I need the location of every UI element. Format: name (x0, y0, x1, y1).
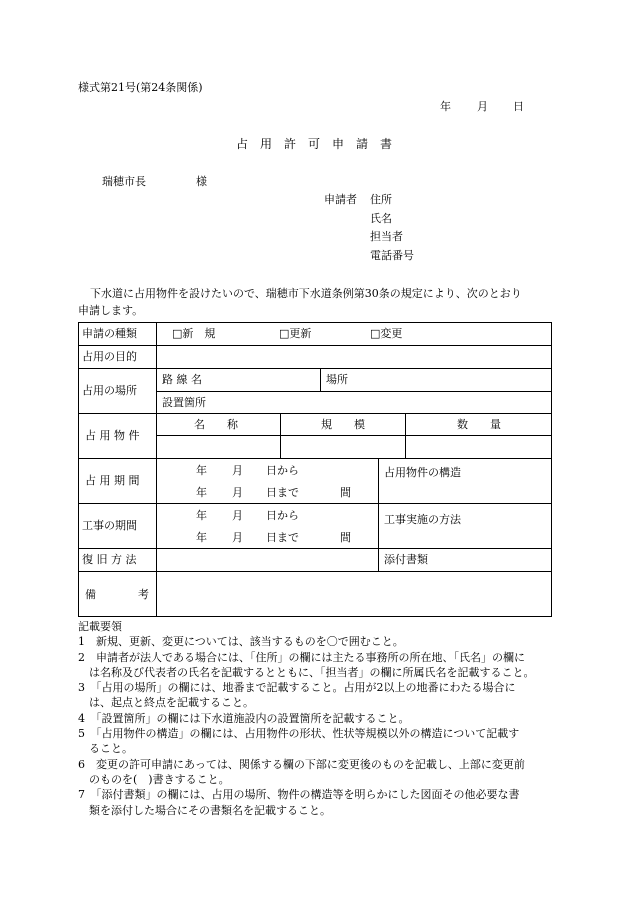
occupancy-duration: 間 (340, 486, 351, 499)
construction-period-label: 工事の期間 (82, 519, 137, 532)
date-month-label: 月 (477, 100, 488, 113)
date-day-label: 日 (513, 100, 524, 113)
occupancy-until-day: 日まで (266, 486, 299, 499)
instruction-line: 2 申請者が法人である場合には、「住所」の欄には主たる事務所の所在地、「氏名」の欄に (78, 650, 525, 664)
construction-until-day: 日まで (266, 531, 299, 544)
checkbox-change[interactable]: □変更 (370, 327, 403, 340)
instruction-line: 1 新規、更新、変更については、該当するものを〇で囲むこと。 (78, 635, 404, 649)
instruction-line: 4 「設置箇所」の欄には下水道施設内の設置箇所を記載すること。 (78, 711, 410, 725)
instruction-line: のものを( )書きすること。 (78, 772, 230, 786)
construction-duration: 間 (340, 531, 351, 544)
objects-col-scale: 規 模 (321, 418, 365, 431)
construction-method-label: 工事実施の方法 (384, 513, 461, 526)
construction-from-day: 日から (266, 509, 299, 522)
instruction-line: 類を添付した場合にその書類名を記載すること。 (78, 803, 331, 817)
applicant-address-label: 住所 (370, 193, 392, 206)
instruction-line: 6 変更の許可申請にあっては、関係する欄の下部に変更後のものを記載し、上部に変更前 (78, 757, 525, 771)
form-number: 様式第21号(第24条関係) (78, 81, 203, 94)
addressee-honorific: 様 (196, 175, 207, 188)
location-label: 場所 (326, 373, 348, 386)
objects-label: 占 用 物 件 (85, 429, 140, 442)
construction-until-month: 月 (232, 531, 243, 544)
install-site-label: 設置箇所 (162, 396, 206, 409)
instruction-line: は、起点と終点を記載すること。 (78, 696, 254, 710)
addressee: 瑞穂市長 (102, 175, 146, 188)
instruction-line: ること。 (78, 742, 133, 756)
applicant-phone-label: 電話番号 (370, 249, 414, 262)
instruction-line: 7 「添付書類」の欄には、占用の場所、物件の構造等を明らかにした図面その他必要な書 (78, 788, 520, 802)
checkbox-new[interactable]: □新 規 (172, 327, 216, 340)
application-type-label: 申請の種類 (82, 327, 137, 340)
intro-text-line1: 下水道に占用物件を設けたいので、瑞穂市下水道条例第30条の規定により、次のとおり (90, 287, 522, 300)
remarks-label-a: 備 (85, 588, 96, 601)
instruction-line: 5 「占用物件の構造」の欄には、占用物件の形状、性状等規模以外の構造について記載す (78, 727, 520, 741)
occupancy-from-day: 日から (266, 464, 299, 477)
occupancy-until-year: 年 (196, 486, 207, 499)
applicant-name-label: 氏名 (370, 212, 392, 225)
objects-col-quantity: 数 量 (457, 418, 501, 431)
occupancy-until-month: 月 (232, 486, 243, 499)
occupancy-from-month: 月 (232, 464, 243, 477)
place-label: 占用の場所 (82, 384, 137, 397)
purpose-label: 占用の目的 (82, 350, 137, 363)
document-title: 占 用 許 可 申 請 書 (236, 137, 393, 151)
remarks-label-b: 考 (138, 588, 149, 601)
route-name-label: 路 線 名 (162, 373, 202, 386)
applicant-label: 申請者 (324, 193, 357, 206)
date-year-label: 年 (440, 100, 451, 113)
construction-until-year: 年 (196, 531, 207, 544)
checkbox-renewal[interactable]: □更新 (279, 327, 312, 340)
object-structure-label: 占用物件の構造 (384, 466, 461, 479)
instructions-section (78, 619, 558, 818)
construction-from-month: 月 (232, 509, 243, 522)
applicant-contact-label: 担当者 (370, 230, 403, 243)
occupancy-period-label: 占 用 期 間 (85, 474, 140, 487)
construction-from-year: 年 (196, 509, 207, 522)
intro-text-line2: 申請します。 (78, 304, 144, 317)
instruction-line: 3 「占用の場所」の欄には、地番まで記載すること。占用が2以上の地番にわたる場合に (78, 681, 516, 695)
instructions-heading: 記載要領 (78, 620, 122, 633)
instruction-line: は名称及び代表者の氏名を記載するとともに、「担当者」の欄に所属氏名を記載すること。 (78, 665, 535, 679)
objects-col-name: 名 称 (194, 418, 238, 431)
restoration-method-label: 復 旧 方 法 (82, 553, 137, 566)
occupancy-from-year: 年 (196, 464, 207, 477)
attachments-label: 添付書類 (384, 553, 428, 566)
